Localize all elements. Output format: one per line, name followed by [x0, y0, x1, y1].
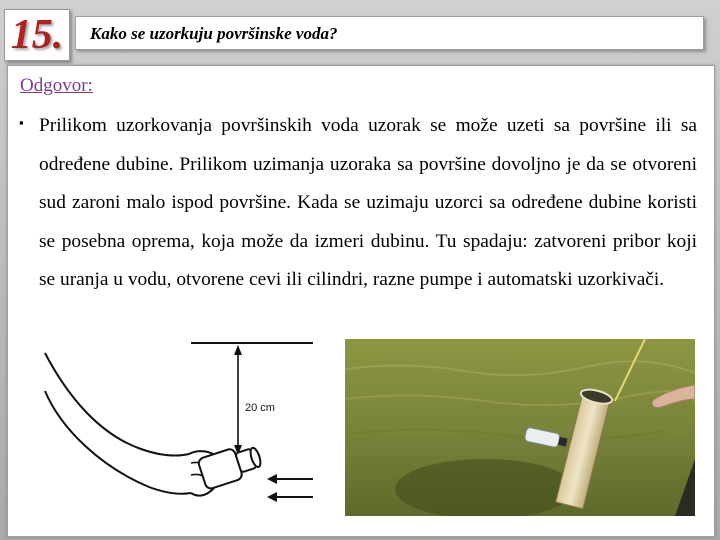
depth-label: 20 cm — [245, 402, 275, 414]
question-number-box — [4, 9, 70, 61]
arm-outline-lower — [45, 391, 191, 494]
bullet-icon: ▪ — [19, 115, 24, 130]
depth-arrow-head-top — [234, 345, 242, 355]
question-title: Kako se uzorkuju površinske voda? — [90, 24, 338, 43]
arm-outline — [45, 353, 189, 456]
title-box — [75, 16, 704, 50]
answer-paragraph: Prilikom uzorkovanja površinskih voda uzorak se može uzeti sa površine ili sa određene dubine. Prilikom uzimanja uzoraka sa površine dovoljno je da se otvoreni sud zaroni malo ispod površine. Kada se uzimaju uzorci sa određene dubine koristi se posebna oprema, koja može da izmeri dubinu. Tu spadaju: zatvoreni pribor koji se uranja u vodu, otvorene cevi ili cilindri, razne pumpe i automatski uzorkivači. — [39, 115, 697, 291]
water-sampling-photo — [345, 339, 695, 516]
answer-label: Odgovor: — [20, 75, 93, 96]
content-panel — [7, 65, 715, 537]
bottle-icon — [197, 441, 264, 490]
question-number: 15. — [10, 12, 64, 58]
hand-bottle-illustration — [41, 339, 313, 535]
